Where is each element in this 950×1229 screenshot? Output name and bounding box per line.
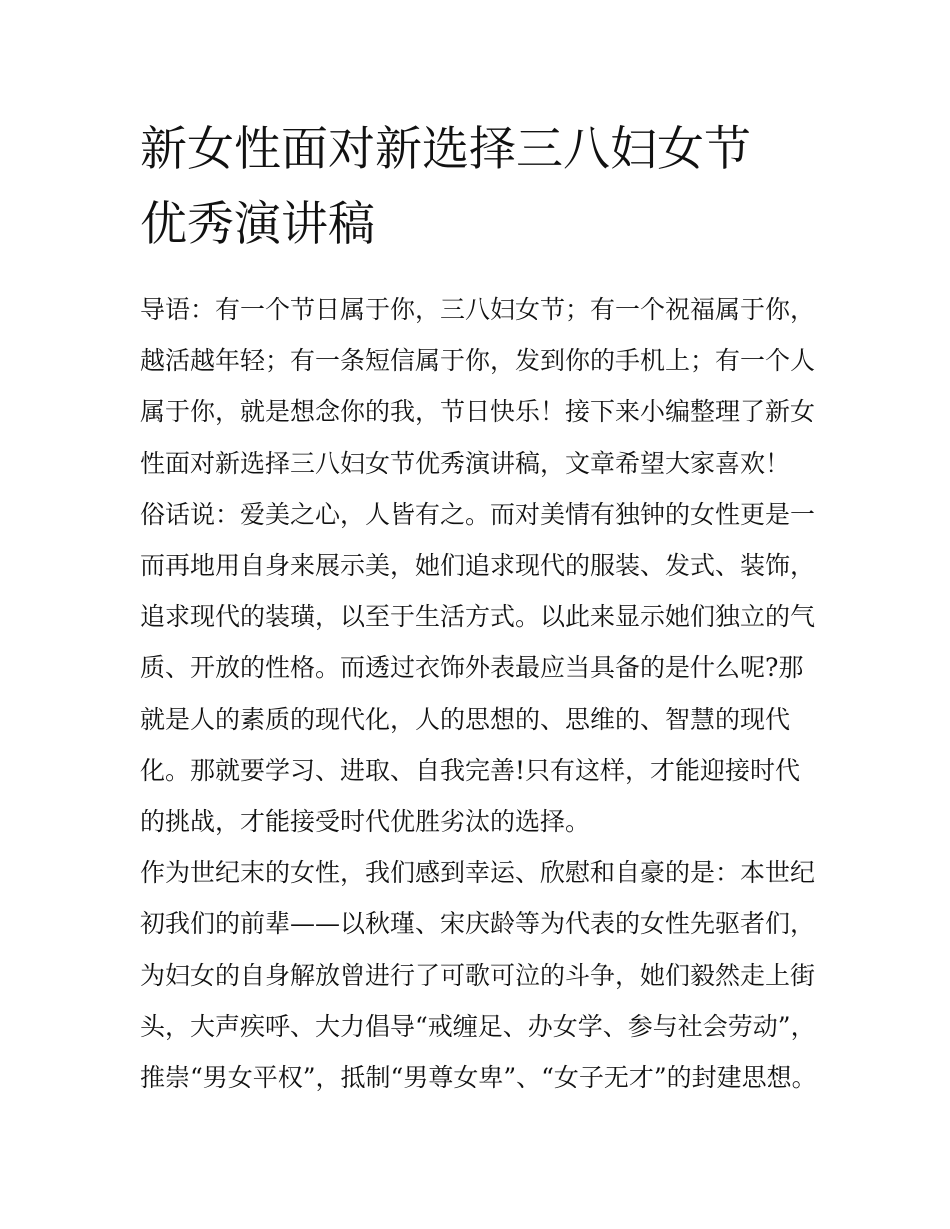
text-line: 越活越年轻；有一条短信属于你，发到你的手机上；有一个人 bbox=[140, 346, 816, 376]
text-line: 性面对新选择三八妇女节优秀演讲稿，文章希望大家喜欢！ bbox=[140, 448, 791, 478]
text-line: 而再地用自身来展示美，她们追求现代的服装、发式、装饰， bbox=[140, 551, 816, 581]
title-line: 新女性面对新选择三八妇女节 bbox=[140, 122, 751, 177]
text-line: 作为世纪末的女性，我们感到幸运、欣慰和自豪的是：本世纪 bbox=[140, 858, 816, 888]
text-line: 质、开放的性格。而透过衣饰外表最应当具备的是什么呢?那 bbox=[140, 653, 804, 683]
document-title bbox=[140, 112, 820, 262]
paragraph-beauty bbox=[140, 489, 820, 847]
document-content bbox=[140, 112, 820, 1103]
text-line: 推崇“男女平权”，抵制“男尊女卑”、“女子无才”的封建思想。 bbox=[140, 1063, 817, 1093]
text-line: 俗话说：爱美之心，人皆有之。而对美情有独钟的女性更是一 bbox=[140, 499, 816, 529]
text-line: 属于你，就是想念你的我，节日快乐！接下来小编整理了新女 bbox=[140, 397, 816, 427]
text-line: 为妇女的自身解放曾进行了可歌可泣的斗争，她们毅然走上街 bbox=[140, 960, 816, 990]
title-line: 优秀演讲稿 bbox=[140, 197, 375, 252]
text-line: 的挑战，才能接受时代优胜劣汰的选择。 bbox=[140, 807, 591, 837]
text-line: 化。那就要学习、进取、自我完善!只有这样，才能迎接时代 bbox=[140, 755, 801, 785]
text-line: 头，大声疾呼、大力倡导“戒缠足、办女学、参与社会劳动”， bbox=[140, 1011, 816, 1041]
text-line: 导语：有一个节日属于你，三八妇女节；有一个祝福属于你， bbox=[140, 295, 816, 324]
text-line: 就是人的素质的现代化，人的思想的、思维的、智慧的现代 bbox=[140, 704, 791, 734]
paragraph-intro bbox=[140, 284, 820, 489]
text-line: 初我们的前辈——以秋瑾、宋庆龄等为代表的女性先驱者们， bbox=[140, 909, 816, 939]
paragraph-pioneers bbox=[140, 847, 820, 1103]
text-line: 追求现代的装璜，以至于生活方式。以此来显示她们独立的气 bbox=[140, 602, 816, 632]
